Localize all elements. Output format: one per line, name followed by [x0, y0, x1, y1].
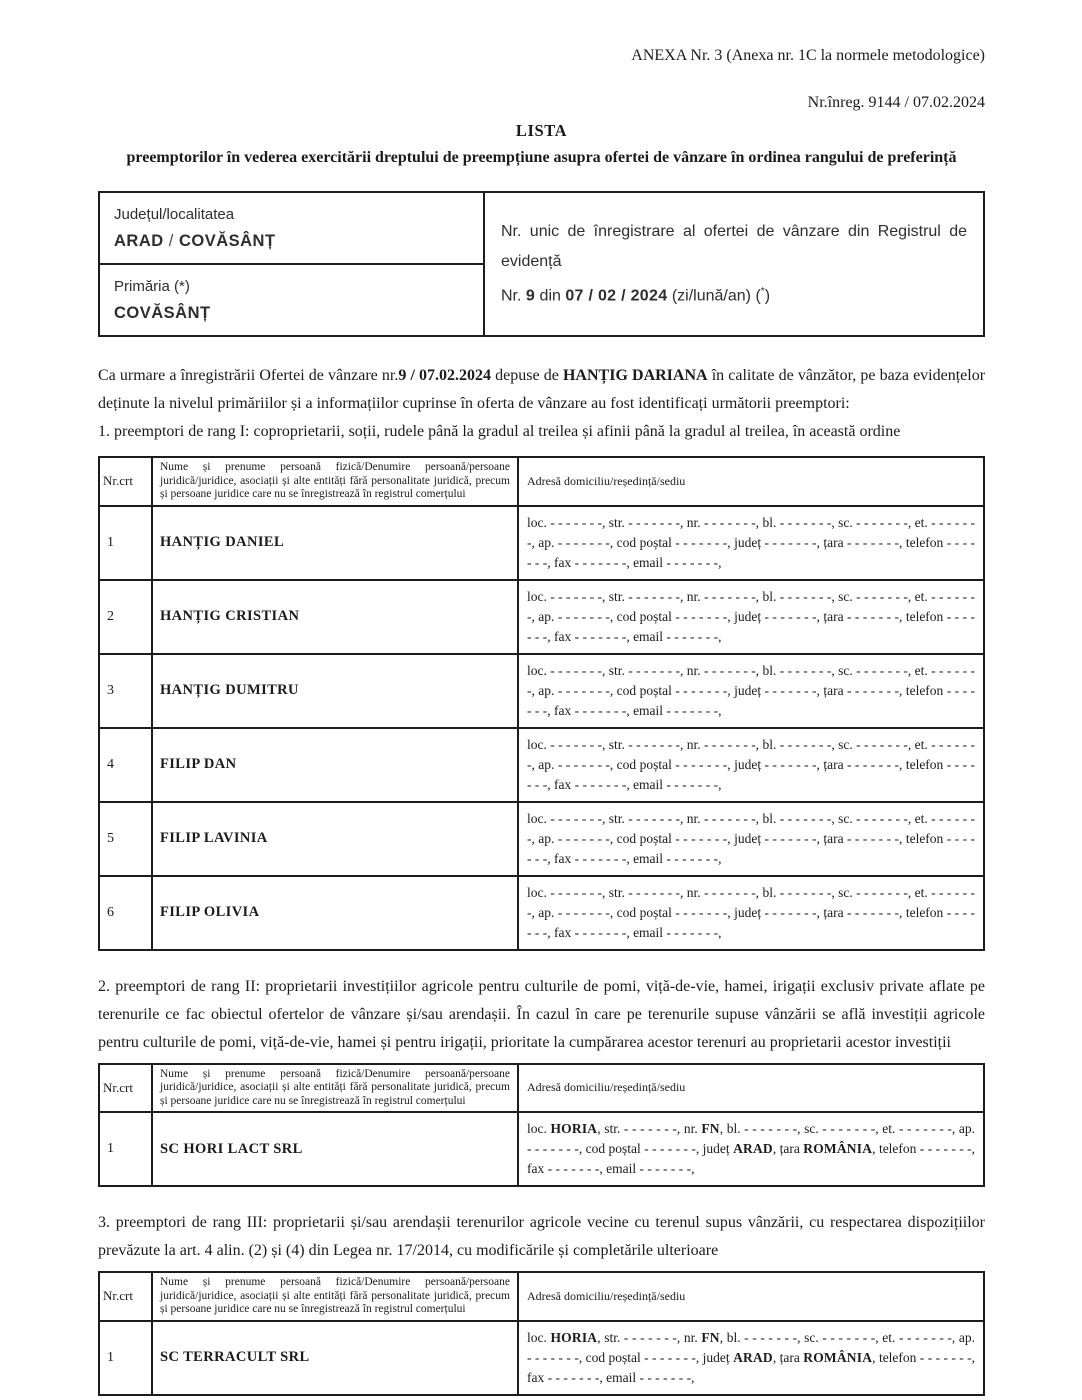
rank3-table [98, 1271, 985, 1396]
rank2-table [98, 1063, 985, 1188]
county-cell [99, 192, 484, 264]
rank1-header-row [99, 457, 984, 506]
table-row [99, 580, 984, 654]
section-3-heading: 3. preemptori de rang III: proprietarii și/sau arendașii terenurilor agricole vecine cu terenul supus vânzării, cu respectarea dispozițiilor prevăzute la art. 4 alin. (2) și (4) din Legea nr. 17/2014, cu modificările și completările ulterioare [98, 1214, 985, 1259]
column-header-name: Nume și prenume persoană fizică/Denumire persoană/persoane juridică/juridice, asociații și alte entități fără personalitate juridică, precum și persoane juridice care nu se înregistrează în registrul comerțului [152, 1064, 518, 1113]
annex-heading: ANEXA Nr. 3 (Anexa nr. 1C la normele metodologice) [631, 47, 985, 64]
info-row-county [99, 192, 984, 264]
table-row [99, 802, 984, 876]
county-label: Județul/localitatea [114, 206, 235, 223]
row-number-cell: 5 [99, 802, 152, 876]
address-cell: loc. - - - - - - -, str. - - - - - - -, nr. - - - - - - -, bl. - - - - - - -, sc. - - - - - - -, et. - - - - - - -, ap. - - - - - - -, cod poștal - - - - - - -, județ - - - - - - -, țara - - - - - - -, telefon - - - - - - -, fax - - - - - - -, email - - - - - - -, [518, 876, 984, 950]
table-row [99, 654, 984, 728]
preemptor-name-cell: FILIP DAN [152, 728, 518, 802]
section-2-heading: 2. preemptori de rang II: proprietarii investițiilor agricole pentru culturile de pomi, viță-de-vie, hamei, irigații exclusiv private aflate pe terenurile ce fac obiectul ofertelor de vânzare și/sau arendașii. În cazul în care pe terenurile supuse vânzării se află investiții agricole pentru culturile de pomi, viță-de-vie, hamei și pentru irigații, prioritate la cumpărarea acestor terenuri au proprietarii acestor investiții [98, 977, 985, 1051]
address-cell: loc. - - - - - - -, str. - - - - - - -, nr. - - - - - - -, bl. - - - - - - -, sc. - - - - - - -, et. - - - - - - -, ap. - - - - - - -, cod poștal - - - - - - -, județ - - - - - - -, țara - - - - - - -, telefon - - - - - - -, fax - - - - - - -, email - - - - - - -, [518, 728, 984, 802]
table-row [99, 506, 984, 580]
table-row [99, 1321, 984, 1395]
rank1-table [98, 456, 985, 951]
address-cell: loc. HORIA, str. - - - - - - -, nr. FN, bl. - - - - - - -, sc. - - - - - - -, et. - - - - - - -, ap. - - - - - - -, cod poștal - - - - - - -, județ ARAD, țara ROMÂNIA, telefon - - - - - - -, fax - - - - - - -, email - - - - - - -, [518, 1321, 984, 1395]
address-cell: loc. - - - - - - -, str. - - - - - - -, nr. - - - - - - -, bl. - - - - - - -, sc. - - - - - - -, et. - - - - - - -, ap. - - - - - - -, cod poștal - - - - - - -, județ - - - - - - -, țara - - - - - - -, telefon - - - - - - -, fax - - - - - - -, email - - - - - - -, [518, 506, 984, 580]
primaria-label: Primăria (*) [114, 278, 190, 295]
column-header-nr: Nr.crt [99, 1272, 152, 1321]
table-row [99, 876, 984, 950]
row-number-cell: 1 [99, 506, 152, 580]
rank2-header-row [99, 1064, 984, 1113]
address-cell: loc. - - - - - - -, str. - - - - - - -, nr. - - - - - - -, bl. - - - - - - -, sc. - - - - - - -, et. - - - - - - -, ap. - - - - - - -, cod poștal - - - - - - -, județ - - - - - - -, țara - - - - - - -, telefon - - - - - - -, fax - - - - - - -, email - - - - - - -, [518, 580, 984, 654]
table-row [99, 1112, 984, 1186]
document-subtitle: preemptorilor în vederea exercitării dreptului de preempțiune asupra ofertei de vânzare în ordinea rangului de preferință [126, 149, 957, 166]
preemptor-name-cell: HANȚIG DUMITRU [152, 654, 518, 728]
preemptor-name-cell: FILIP OLIVIA [152, 876, 518, 950]
row-number-cell: 2 [99, 580, 152, 654]
document-title: LISTA [515, 121, 568, 140]
column-header-address: Adresă domiciliu/reședință/sediu [518, 1064, 984, 1113]
intro-paragraph: Ca urmare a înregistrării Ofertei de vânzare nr.9 / 07.02.2024 depuse de HANȚIG DARIANA în calitate de vânzător, pe baza evidențelor deținute la nivelul primăriilor și a informațiilor cuprinse în oferta de vânzare au fost identificați următorii preemptori: [98, 367, 986, 412]
row-number-cell: 1 [99, 1321, 152, 1395]
offer-registration-cell [484, 192, 984, 336]
registration-number: Nr.înreg. 9144 / 07.02.2024 [807, 94, 985, 111]
row-number-cell: 3 [99, 654, 152, 728]
preemptor-name-cell: FILIP LAVINIA [152, 802, 518, 876]
column-header-nr: Nr.crt [99, 457, 152, 506]
county-value: ARAD / COVĂSÂNȚ [114, 232, 276, 250]
address-cell: loc. - - - - - - -, str. - - - - - - -, nr. - - - - - - -, bl. - - - - - - -, sc. - - - - - - -, et. - - - - - - -, ap. - - - - - - -, cod poștal - - - - - - -, județ - - - - - - -, țara - - - - - - -, telefon - - - - - - -, fax - - - - - - -, email - - - - - - -, [518, 802, 984, 876]
preemptor-name-cell: SC TERRACULT SRL [152, 1321, 518, 1395]
row-number-cell: 4 [99, 728, 152, 802]
unique-number-label: Nr. unic de înregistrare al ofertei de vânzare din Registrul de evidență [501, 222, 967, 270]
address-cell: loc. - - - - - - -, str. - - - - - - -, nr. - - - - - - -, bl. - - - - - - -, sc. - - - - - - -, et. - - - - - - -, ap. - - - - - - -, cod poștal - - - - - - -, județ - - - - - - -, țara - - - - - - -, telefon - - - - - - -, fax - - - - - - -, email - - - - - - -, [518, 654, 984, 728]
offer-number-line: Nr. 9 din 07 / 02 / 2024 (zi/lună/an) (*) [501, 285, 771, 305]
primaria-cell [99, 264, 484, 336]
registration-info-table [98, 191, 985, 337]
preemptor-name-cell: SC HORI LACT SRL [152, 1112, 518, 1186]
preemptor-name-cell: HANȚIG DANIEL [152, 506, 518, 580]
rank3-header-row [99, 1272, 984, 1321]
section-1-heading: 1. preemptori de rang I: coproprietarii, soții, rudele până la gradul al treilea și afinii până la gradul al treilea, în această ordine [98, 423, 901, 440]
address-cell: loc. HORIA, str. - - - - - - -, nr. FN, bl. - - - - - - -, sc. - - - - - - -, et. - - - - - - -, ap. - - - - - - -, cod poștal - - - - - - -, județ ARAD, țara ROMÂNIA, telefon - - - - - - -, fax - - - - - - -, email - - - - - - -, [518, 1112, 984, 1186]
column-header-address: Adresă domiciliu/reședință/sediu [518, 457, 984, 506]
primaria-value: COVĂSÂNȚ [114, 304, 211, 322]
preemptor-name-cell: HANȚIG CRISTIAN [152, 580, 518, 654]
column-header-nr: Nr.crt [99, 1064, 152, 1113]
table-row [99, 728, 984, 802]
column-header-address: Adresă domiciliu/reședință/sediu [518, 1272, 984, 1321]
column-header-name: Nume și prenume persoană fizică/Denumire persoană/persoane juridică/juridice, asociații și alte entități fără personalitate juridică, precum și persoane juridice care nu se înregistrează în registrul comerțului [152, 1272, 518, 1321]
column-header-name: Nume și prenume persoană fizică/Denumire persoană/persoane juridică/juridice, asociații și alte entități fără personalitate juridică, precum și persoane juridice care nu se înregistrează în registrul comerțului [152, 457, 518, 506]
row-number-cell: 6 [99, 876, 152, 950]
row-number-cell: 1 [99, 1112, 152, 1186]
